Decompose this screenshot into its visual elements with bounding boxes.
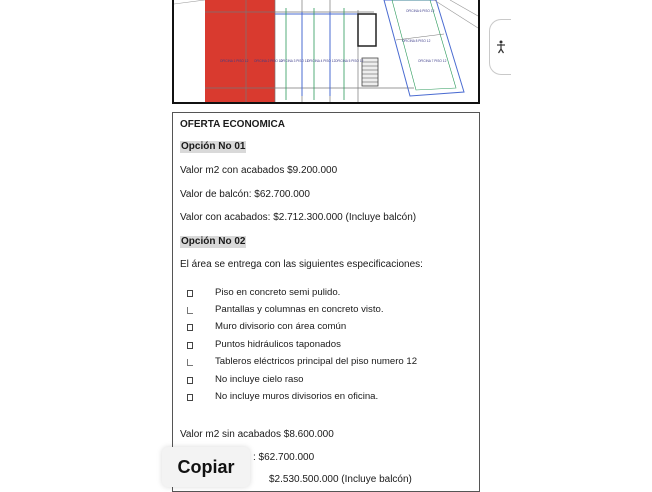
spec-item [187,321,346,333]
checkbox-icon [187,342,193,349]
spec-text: Puntos hidráulicos taponados [215,339,341,350]
option-2-balcony: : $62.700.000 [253,452,315,463]
option-1-m2-price: Valor m2 con acabados $9.200.000 [180,165,338,176]
spec-text: Tableros eléctricos principal del piso numero 12 [215,356,418,367]
checkbox-icon [187,307,193,314]
accessibility-person-icon [496,40,506,54]
room-label: OFICINA 7 PISO 12 [418,59,447,63]
checkbox-icon [187,359,193,366]
checkbox-icon [187,377,193,384]
checkbox-icon [187,290,193,297]
spec-text: Muro divisorio con área común [215,321,347,332]
document-title: OFERTA ECONOMICA [180,119,285,130]
spec-text: No incluye muros divisorios en oficina. [215,391,379,402]
room-label: OFICINA 5 PISO 12 [335,59,364,63]
room-label: OFICINA 3 PISO 12 [280,59,309,63]
accessibility-button[interactable] [489,19,511,75]
spec-text: Piso en concreto semi pulido. [215,287,341,298]
spec-item [187,374,304,386]
spec-text: No incluye cielo raso [215,374,304,385]
spec-text: Pantallas y columnas en concreto visto. [215,304,384,315]
checkbox-icon [187,394,193,401]
room-label: OFICINA 2 PISO 12 [254,59,283,63]
room-label: OFICINA 4 PISO 12 [307,59,336,63]
room-label: OFICINA 6 PISO 12 [406,9,435,13]
highlighted-office-area [205,0,275,104]
spec-item [187,391,378,403]
economic-offer-document [172,112,480,492]
option-1-total: Valor con acabados: $2.712.300.000 (Incluye balcón) [180,212,417,223]
option-1-balcony: Valor de balcón: $62.700.000 [180,189,310,200]
option-2-label: Opción No 02 [181,236,246,247]
spec-item [187,339,341,351]
spec-item [187,356,417,368]
spec-item [187,287,340,299]
option-2-total: $2.530.500.000 (Incluye balcón) [269,474,412,485]
option-2-m2-price: Valor m2 sin acabados $8.600.000 [180,429,334,440]
floor-plan [172,0,480,104]
option-1-label: Opción No 01 [181,141,246,152]
checkbox-icon [187,324,193,331]
copy-button[interactable]: Copiar [162,447,250,487]
option-2-intro: El área se entrega con las siguientes especificaciones: [180,259,423,270]
spec-item [187,304,384,316]
room-label: OFICINA 1 PISO 12 [220,59,249,63]
room-label: OFICINA 8 PISO 12 [402,39,431,43]
